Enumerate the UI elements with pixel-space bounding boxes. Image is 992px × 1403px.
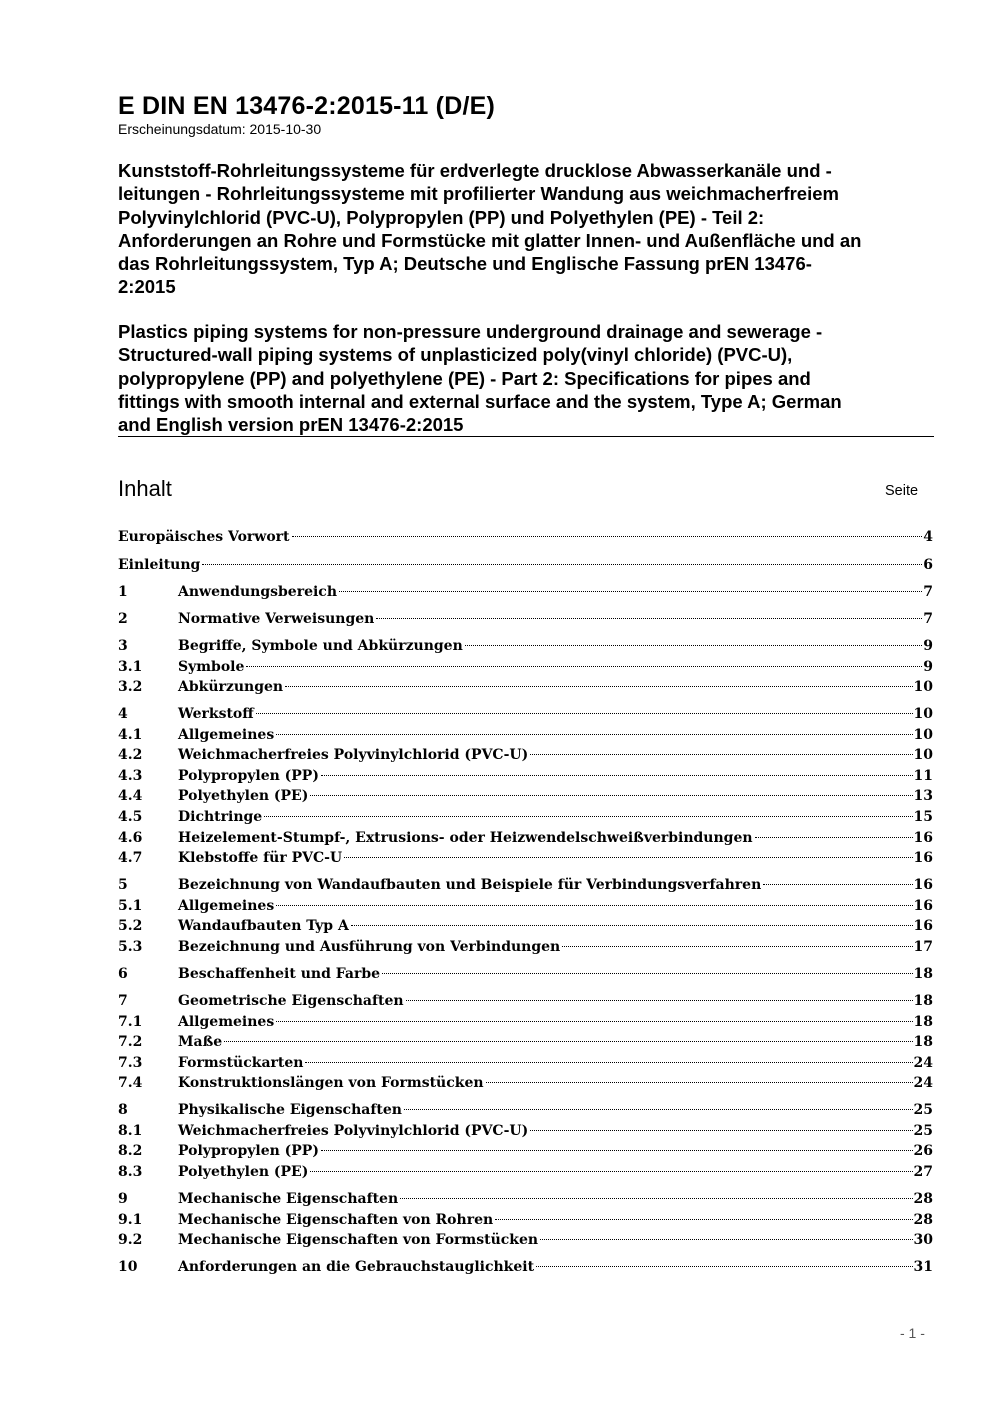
toc-dot-leader bbox=[339, 591, 922, 592]
toc-entry-number: 9.1 bbox=[118, 1212, 143, 1228]
toc-entry-page: 27 bbox=[913, 1164, 933, 1180]
toc-entry-page: 9 bbox=[923, 638, 933, 654]
publication-date: Erscheinungsdatum: 2015-10-30 bbox=[118, 121, 322, 137]
toc-entry-page: 7 bbox=[923, 584, 933, 600]
toc-entry[interactable] bbox=[118, 877, 933, 897]
toc-entry-title: Werkstoff bbox=[178, 706, 254, 722]
toc-entry-number: 2 bbox=[118, 611, 128, 627]
toc-entry-number: 4 bbox=[118, 706, 128, 722]
title-german-line: leitungen - Rohrleitungssysteme mit profilierter Wandung aus weichmacherfreiem bbox=[118, 183, 839, 205]
toc-entry-number: 4.6 bbox=[118, 830, 143, 846]
toc-dot-leader bbox=[246, 666, 922, 667]
toc-dot-leader bbox=[276, 905, 912, 906]
toc-entry-title: Europäisches Vorwort bbox=[118, 529, 290, 545]
toc-entry-number: 9.2 bbox=[118, 1232, 143, 1248]
toc-entry-title: Polyethylen (PE) bbox=[178, 788, 309, 804]
title-english-line: polypropylene (PP) and polyethylene (PE) - Part 2: Specifications for pipes and bbox=[118, 367, 811, 389]
toc-dot-leader bbox=[400, 1198, 912, 1199]
toc-entry-title: Weichmacherfreies Polyvinylchlorid (PVC-U) bbox=[178, 747, 529, 763]
toc-entry[interactable] bbox=[118, 993, 933, 1013]
toc-entry-title: Polyethylen (PE) bbox=[178, 1164, 309, 1180]
toc-entry-title: Begriffe, Symbole und Abkürzungen bbox=[178, 638, 463, 654]
toc-entry[interactable] bbox=[118, 1034, 933, 1054]
toc-entry-number: 8.2 bbox=[118, 1143, 143, 1159]
toc-entry-page: 28 bbox=[913, 1212, 933, 1228]
toc-entry[interactable] bbox=[118, 918, 933, 938]
toc-entry-title: Mechanische Eigenschaften von Rohren bbox=[178, 1212, 494, 1228]
toc-entry-number: 5.1 bbox=[118, 898, 143, 914]
toc-dot-leader bbox=[305, 1062, 912, 1063]
toc-dot-leader bbox=[321, 775, 913, 776]
toc-entry-page: 10 bbox=[913, 727, 933, 743]
toc-entry-title: Formstückarten bbox=[178, 1055, 304, 1071]
toc-dot-leader bbox=[351, 925, 913, 926]
toc-entry-number: 4.5 bbox=[118, 809, 143, 825]
title-english-line: fittings with smooth internal and external surface and the system, Type A; German bbox=[118, 390, 842, 412]
toc-entry-number: 8 bbox=[118, 1102, 128, 1118]
toc-entry-page: 24 bbox=[913, 1055, 933, 1071]
toc-entry-page: 10 bbox=[913, 706, 933, 722]
toc-entry-page: 18 bbox=[913, 993, 933, 1009]
toc-entry-title: Konstruktionslängen von Formstücken bbox=[178, 1075, 484, 1091]
toc-dot-leader bbox=[256, 713, 913, 714]
toc-entry-number: 8.3 bbox=[118, 1164, 143, 1180]
toc-entry-number: 4.1 bbox=[118, 727, 143, 743]
toc-entry[interactable] bbox=[118, 1164, 933, 1184]
toc-entry[interactable] bbox=[118, 1123, 933, 1143]
toc-entry[interactable] bbox=[118, 1055, 933, 1075]
toc-entry-number: 3 bbox=[118, 638, 128, 654]
toc-entry-page: 26 bbox=[913, 1143, 933, 1159]
toc-entry-page: 10 bbox=[913, 747, 933, 763]
toc-entry-page: 15 bbox=[913, 809, 933, 825]
toc-entry-number: 1 bbox=[118, 584, 128, 600]
title-english-line: Plastics piping systems for non-pressure underground drainage and sewerage - bbox=[118, 321, 823, 342]
toc-entry-page: 18 bbox=[913, 1014, 933, 1030]
title-english-line: and English version prEN 13476-2:2015 bbox=[118, 414, 464, 436]
toc-entry-number: 4.4 bbox=[118, 788, 143, 804]
toc-entry[interactable] bbox=[118, 747, 933, 767]
toc-dot-leader bbox=[276, 1021, 912, 1022]
toc-entry[interactable] bbox=[118, 659, 933, 679]
toc-entry[interactable] bbox=[118, 788, 933, 808]
toc-entry-number: 6 bbox=[118, 966, 128, 982]
toc-entry-page: 28 bbox=[913, 1191, 933, 1207]
toc-entry-page: 11 bbox=[913, 768, 933, 784]
toc-dot-leader bbox=[276, 734, 912, 735]
toc-entry-title: Anwendungsbereich bbox=[178, 584, 337, 600]
title-german-line: das Rohrleitungssystem, Typ A; Deutsche und Englische Fassung prEN 13476- bbox=[118, 253, 812, 275]
toc-dot-leader bbox=[310, 1171, 912, 1172]
toc-dot-leader bbox=[486, 1082, 913, 1083]
toc-entry-number: 8.1 bbox=[118, 1123, 143, 1139]
toc-entry[interactable] bbox=[118, 1143, 933, 1163]
toc-entry[interactable] bbox=[118, 638, 933, 658]
toc-entry-page: 25 bbox=[913, 1123, 933, 1139]
toc-entry-title: Polypropylen (PP) bbox=[178, 768, 319, 784]
toc-entry-page: 16 bbox=[913, 877, 933, 893]
toc-entry-page: 16 bbox=[913, 850, 933, 866]
toc-dot-leader bbox=[763, 884, 912, 885]
toc-entry-number: 7.4 bbox=[118, 1075, 143, 1091]
toc-entry-page: 25 bbox=[913, 1102, 933, 1118]
toc-dot-leader bbox=[536, 1266, 912, 1267]
toc-entry-page: 7 bbox=[923, 611, 933, 627]
toc-entry-number: 7.1 bbox=[118, 1014, 143, 1030]
toc-entry-number: 9 bbox=[118, 1191, 128, 1207]
toc-entry[interactable] bbox=[118, 1102, 933, 1122]
toc-entry-number: 5 bbox=[118, 877, 128, 893]
toc-dot-leader bbox=[264, 816, 912, 817]
toc-entry-title: Wandaufbauten Typ A bbox=[178, 918, 349, 934]
toc-entry-number: 10 bbox=[118, 1259, 138, 1275]
toc-dot-leader bbox=[530, 754, 912, 755]
toc-entry-page: 16 bbox=[913, 830, 933, 846]
toc-entry[interactable] bbox=[118, 939, 933, 959]
toc-entry-page: 4 bbox=[923, 529, 933, 545]
toc-entry-title: Weichmacherfreies Polyvinylchlorid (PVC-U) bbox=[178, 1123, 529, 1139]
toc-dot-leader bbox=[376, 618, 922, 619]
toc-entry-title: Polypropylen (PP) bbox=[178, 1143, 319, 1159]
toc-entry-title: Bezeichnung von Wandaufbauten und Beispiele für Verbindungsverfahren bbox=[178, 877, 762, 893]
toc-entry-title: Normative Verweisungen bbox=[178, 611, 375, 627]
toc-entry-title: Abkürzungen bbox=[178, 679, 284, 695]
toc-entry-page: 30 bbox=[913, 1232, 933, 1248]
toc-dot-leader bbox=[285, 686, 912, 687]
toc-entry-page: 18 bbox=[913, 1034, 933, 1050]
toc-entry[interactable] bbox=[118, 1212, 933, 1232]
toc-entry[interactable] bbox=[118, 1014, 933, 1034]
toc-dot-leader bbox=[292, 536, 923, 537]
toc-dot-leader bbox=[406, 1000, 913, 1001]
title-german-line: 2:2015 bbox=[118, 276, 176, 298]
toc-entry[interactable] bbox=[118, 1191, 933, 1211]
toc-dot-leader bbox=[344, 857, 912, 858]
toc-entry[interactable] bbox=[118, 898, 933, 918]
toc-entry-title: Dichtringe bbox=[178, 809, 263, 825]
table-of-contents bbox=[118, 0, 933, 1403]
toc-entry[interactable] bbox=[118, 557, 933, 577]
toc-entry-title: Beschaffenheit und Farbe bbox=[178, 966, 381, 982]
toc-entry-page: 31 bbox=[913, 1259, 933, 1275]
toc-entry-number: 4.7 bbox=[118, 850, 143, 866]
toc-entry-title: Einleitung bbox=[118, 557, 201, 573]
toc-entry[interactable] bbox=[118, 830, 933, 850]
toc-entry[interactable] bbox=[118, 966, 933, 986]
page-number: - 1 - bbox=[900, 1325, 925, 1341]
title-german-line: Anforderungen an Rohre und Formstücke mit glatter Innen- und Außenfläche und an bbox=[118, 229, 862, 251]
toc-entry-page: 6 bbox=[923, 557, 933, 573]
toc-entry[interactable] bbox=[118, 584, 933, 604]
toc-dot-leader bbox=[224, 1041, 912, 1042]
toc-dot-leader bbox=[562, 946, 912, 947]
toc-entry[interactable] bbox=[118, 1232, 933, 1252]
toc-entry-title: Heizelement-Stumpf-, Extrusions- oder Heizwendelschweißverbindungen bbox=[178, 830, 753, 846]
toc-dot-leader bbox=[755, 837, 913, 838]
toc-entry[interactable] bbox=[118, 1259, 933, 1279]
toc-entry-page: 24 bbox=[913, 1075, 933, 1091]
title-german-line: Polyvinylchlorid (PVC-U), Polypropylen (PP) und Polyethylen (PE) - Teil 2: bbox=[118, 206, 765, 228]
toc-page-column-heading: Seite bbox=[885, 483, 919, 499]
toc-entry-page: 13 bbox=[913, 788, 933, 804]
toc-dot-leader bbox=[530, 1130, 912, 1131]
toc-entry-page: 9 bbox=[923, 659, 933, 675]
toc-entry-title: Allgemeines bbox=[178, 727, 275, 743]
toc-entry[interactable] bbox=[118, 1075, 933, 1095]
toc-entry-title: Symbole bbox=[178, 659, 245, 675]
toc-entry[interactable] bbox=[118, 768, 933, 788]
toc-entry-title: Mechanische Eigenschaften von Formstücken bbox=[178, 1232, 539, 1248]
toc-entry-page: 18 bbox=[913, 966, 933, 982]
toc-entry-number: 5.2 bbox=[118, 918, 143, 934]
toc-entry-page: 10 bbox=[913, 679, 933, 695]
toc-dot-leader bbox=[540, 1239, 912, 1240]
document-identifier: E DIN EN 13476-2:2015-11 (D/E) bbox=[118, 92, 496, 120]
toc-entry[interactable] bbox=[118, 727, 933, 747]
toc-dot-leader bbox=[321, 1150, 913, 1151]
toc-entry-title: Bezeichnung und Ausführung von Verbindungen bbox=[178, 939, 561, 955]
toc-entry-number: 3.1 bbox=[118, 659, 143, 675]
toc-entry[interactable] bbox=[118, 809, 933, 829]
toc-entry[interactable] bbox=[118, 529, 933, 549]
title-german-line: Kunststoff-Rohrleitungssysteme für erdverlegte drucklose Abwasserkanäle und - bbox=[118, 160, 832, 181]
toc-entry-title: Allgemeines bbox=[178, 898, 275, 914]
toc-entry[interactable] bbox=[118, 611, 933, 631]
toc-dot-leader bbox=[382, 973, 912, 974]
toc-entry-number: 3.2 bbox=[118, 679, 143, 695]
toc-entry-title: Maße bbox=[178, 1034, 223, 1050]
toc-entry-title: Geometrische Eigenschaften bbox=[178, 993, 404, 1009]
toc-entry-title: Klebstoffe für PVC-U bbox=[178, 850, 343, 866]
toc-dot-leader bbox=[202, 564, 922, 565]
toc-entry-number: 4.3 bbox=[118, 768, 143, 784]
toc-dot-leader bbox=[404, 1109, 913, 1110]
toc-entry-title: Mechanische Eigenschaften bbox=[178, 1191, 399, 1207]
toc-entry[interactable] bbox=[118, 706, 933, 726]
toc-entry-title: Allgemeines bbox=[178, 1014, 275, 1030]
toc-entry[interactable] bbox=[118, 679, 933, 699]
toc-dot-leader bbox=[310, 795, 912, 796]
toc-entry-number: 7 bbox=[118, 993, 128, 1009]
toc-dot-leader bbox=[495, 1219, 912, 1220]
toc-entry-title: Physikalische Eigenschaften bbox=[178, 1102, 402, 1118]
toc-entry-page: 17 bbox=[913, 939, 933, 955]
toc-entry-number: 7.2 bbox=[118, 1034, 143, 1050]
title-english-line: Structured-wall piping systems of unplasticized poly(vinyl chloride) (PVC-U), bbox=[118, 344, 793, 366]
toc-entry-page: 16 bbox=[913, 918, 933, 934]
toc-entry-number: 7.3 bbox=[118, 1055, 143, 1071]
toc-entry-page: 16 bbox=[913, 898, 933, 914]
toc-heading: Inhalt bbox=[118, 476, 172, 501]
toc-dot-leader bbox=[465, 645, 922, 646]
toc-entry-title: Anforderungen an die Gebrauchstauglichkeit bbox=[178, 1259, 535, 1275]
toc-entry-number: 5.3 bbox=[118, 939, 143, 955]
toc-entry-number: 4.2 bbox=[118, 747, 143, 763]
toc-entry[interactable] bbox=[118, 850, 933, 870]
